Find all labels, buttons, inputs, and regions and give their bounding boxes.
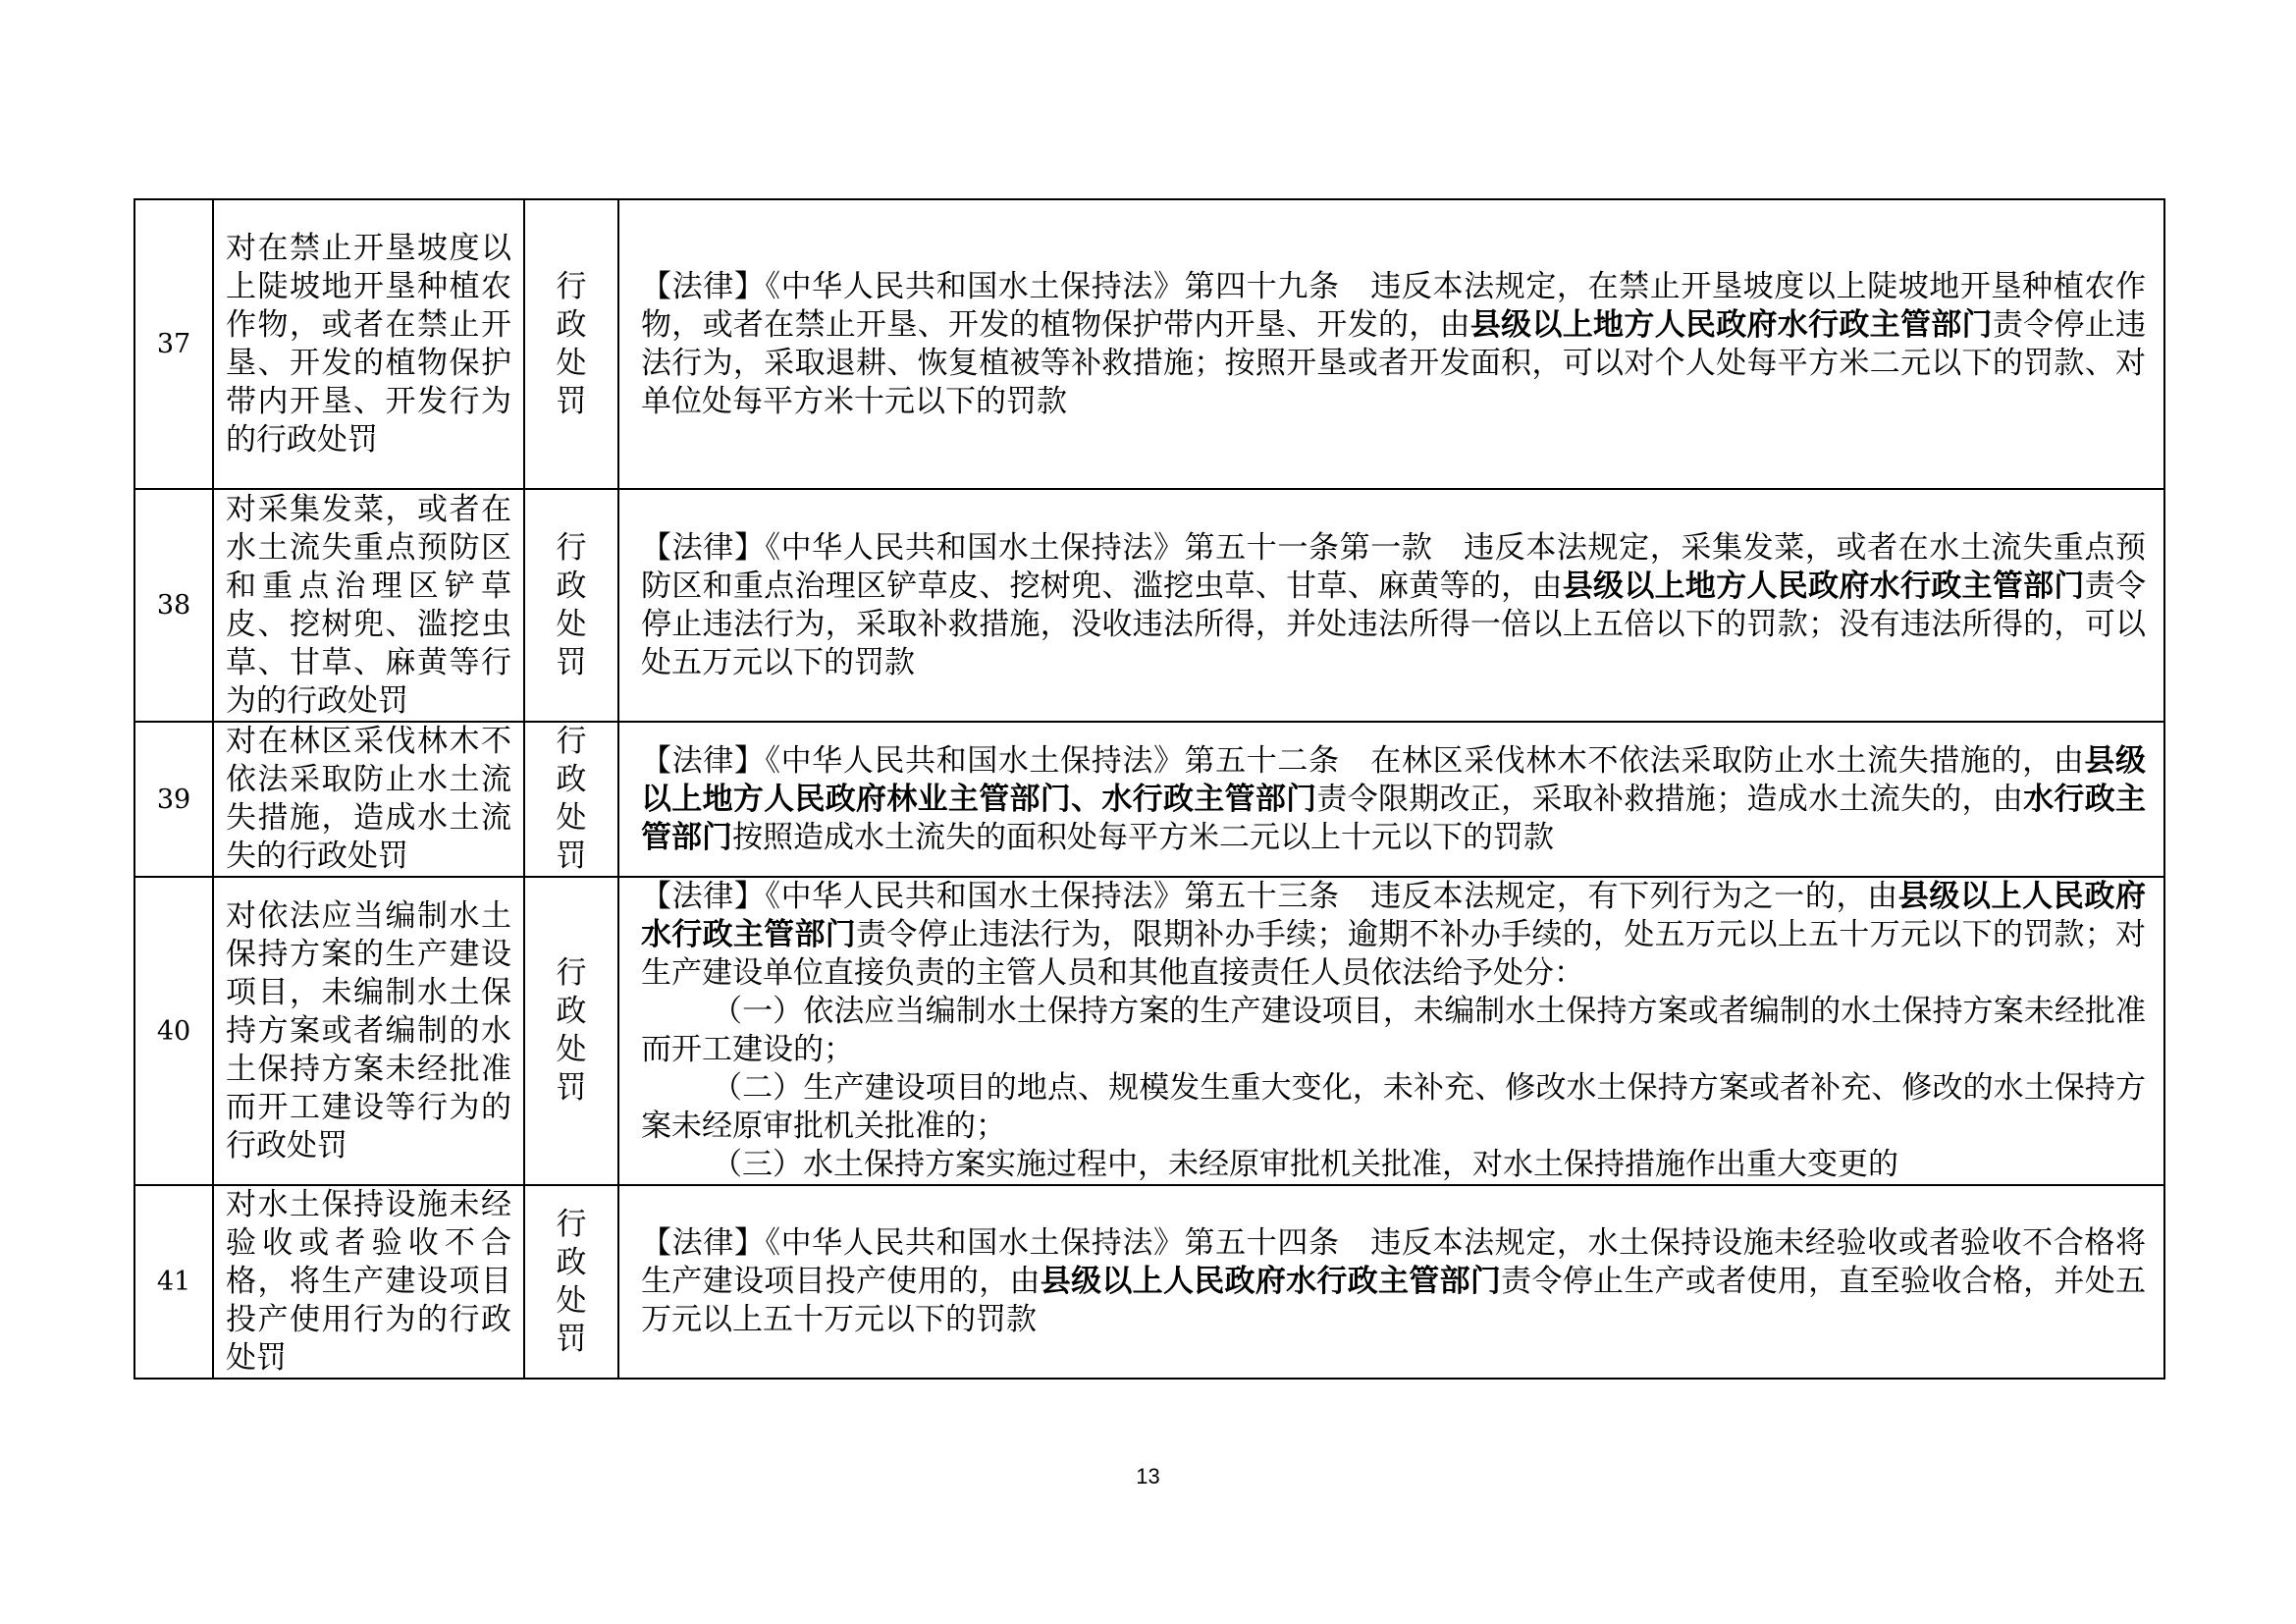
basis-text: 【法律】《中华人民共和国水土保持法》第五十一条第一款 违反本法规定，采集发菜，或者在水土流失重点预防区和重点治理区铲草皮、挖树兜、滥挖虫草、甘草、麻黄等的，由 [641,529,2146,604]
power-type-char: 政 [556,762,587,797]
item-name: 对在林区采伐林木不依法采取防止水土流失措施，造成水土流失的行政处罚 [213,722,524,877]
power-type-char: 行 [556,1206,587,1242]
power-type-char: 行 [556,268,587,304]
power-type-char: 行 [556,529,587,566]
power-type-char: 行 [556,955,587,991]
legal-basis [618,199,2164,489]
table-row [134,1185,2164,1379]
power-type [524,877,618,1185]
basis-text: 责令停止生产或者使用，直至验收合格，并处五万元以上五十万元以下的罚款 [641,1264,2147,1337]
clause-3: （三）水土保持方案实施过程中，未经原审批机关批准，对水土保持措施作出重大变更的 [712,1147,1898,1182]
authority-text: 县级以上地方人民政府水行政主管部门 [1562,568,2085,604]
power-type-char: 罚 [556,644,587,680]
administrative-penalty-table [133,198,2165,1380]
power-type [524,199,618,489]
clause-2: （二）生产建设项目的地点、规模发生重大变化，未补充、修改水土保持方案或者补充、修改的水土保持方案未经原审批机关批准的； [641,1070,2146,1144]
row-number: 37 [134,199,213,489]
table-row [134,877,2164,1185]
authority-text: 县级以上人民政府水行政主管部门 [641,879,2147,952]
row-number: 38 [134,489,213,722]
power-type-char: 罚 [556,1070,587,1106]
authority-text: 县级以上人民政府水行政主管部门 [1040,1264,1502,1299]
legal-basis [618,1185,2164,1379]
power-type-char: 政 [556,994,587,1029]
authority-text: 县级以上地方人民政府林业主管部门、水行政主管部门 [641,742,2147,817]
item-name: 对水土保持设施未经验收或者验收不合格，将生产建设项目投产使用行为的行政处罚 [213,1185,524,1379]
power-type-char: 处 [556,800,587,836]
basis-text: 【法律】《中华人民共和国水土保持法》第五十四条 违反本法规定，水土保持设施未经验收或者验收不合格将生产建设项目投产使用的，由 [641,1225,2146,1299]
row-number: 40 [134,877,213,1185]
item-name: 对在禁止开垦坡度以上陡坡地开垦种植农作物，或者在禁止开垦、开发的植物保护带内开垦、开发行为的行政处罚 [213,199,524,489]
basis-text: 责令停止违法行为，限期补办手续；逾期不补办手续的，处五万元以上五十万元以下的罚款；对生产建设单位直接负责的主管人员和其他直接责任人员依法给予处分： [641,917,2147,991]
table-body [134,199,2164,1379]
power-type-char: 政 [556,568,587,604]
item-name: 对依法应当编制水土保持方案的生产建设项目，未编制水土保持方案或者编制的水土保持方案未经批准而开工建设等行为的行政处罚 [213,877,524,1185]
row-number: 39 [134,722,213,877]
power-type-char: 政 [556,306,587,343]
legal-basis [618,489,2164,722]
basis-text: 【法律】《中华人民共和国水土保持法》第五十三条 违反本法规定，有下列行为之一的，由 [641,879,1898,914]
power-type-char: 政 [556,1244,587,1280]
power-type-char: 处 [556,1282,587,1319]
power-type-char: 处 [556,1032,587,1067]
power-type-char: 罚 [556,839,587,874]
power-type [524,1185,618,1379]
authority-text: 县级以上地方人民政府水行政主管部门 [1469,306,1993,343]
table-row [134,722,2164,877]
power-type-char: 处 [556,606,587,642]
item-name: 对采集发菜，或者在水土流失重点预防区和重点治理区铲草皮、挖树兜、滥挖虫草、甘草、麻黄等行为的行政处罚 [213,489,524,722]
power-list-page [133,198,2163,1380]
basis-text: 责令停止违法行为，采取补救措施，没收违法所得，并处违法所得一倍以上五倍以下的罚款；没有违法所得的，可以处五万元以下的罚款 [641,568,2147,680]
power-type-char: 行 [556,724,587,759]
table-row [134,199,2164,489]
clause-1: （一）依法应当编制水土保持方案的生产建设项目，未编制水土保持方案或者编制的水土保持方案未经批准而开工建设的； [641,994,2146,1067]
power-type-char: 处 [556,345,587,381]
power-type [524,722,618,877]
page-number: 13 [1136,1464,1160,1489]
power-type-char: 罚 [556,383,587,419]
legal-basis [618,722,2164,877]
basis-text: 【法律】《中华人民共和国水土保持法》第五十二条 在林区采伐林木不依法采取防止水土流失措施的，由 [641,742,2085,779]
basis-text: 【法律】《中华人民共和国水土保持法》第四十九条 违反本法规定，在禁止开垦坡度以上陡坡地开垦种植农作物，或者在禁止开垦、开发的植物保护带内开垦、开发的，由 [641,268,2146,343]
authority-text: 水行政主管部门 [641,781,2147,855]
legal-basis [618,877,2164,1185]
power-type [524,489,618,722]
power-type-char: 罚 [556,1321,587,1357]
basis-text: 责令限期改正，采取补救措施；造成水土流失的，由 [1316,781,2024,817]
basis-text: 责令停止违法行为，采取退耕、恢复植被等补救措施；按照开垦或者开发面积，可以对个人处每平方米二元以下的罚款、对单位处每平方米十元以下的罚款 [641,306,2147,419]
row-number: 41 [134,1185,213,1379]
basis-text: 按照造成水土流失的面积处每平方米二元以上十元以下的罚款 [732,819,1554,855]
table-row [134,489,2164,722]
